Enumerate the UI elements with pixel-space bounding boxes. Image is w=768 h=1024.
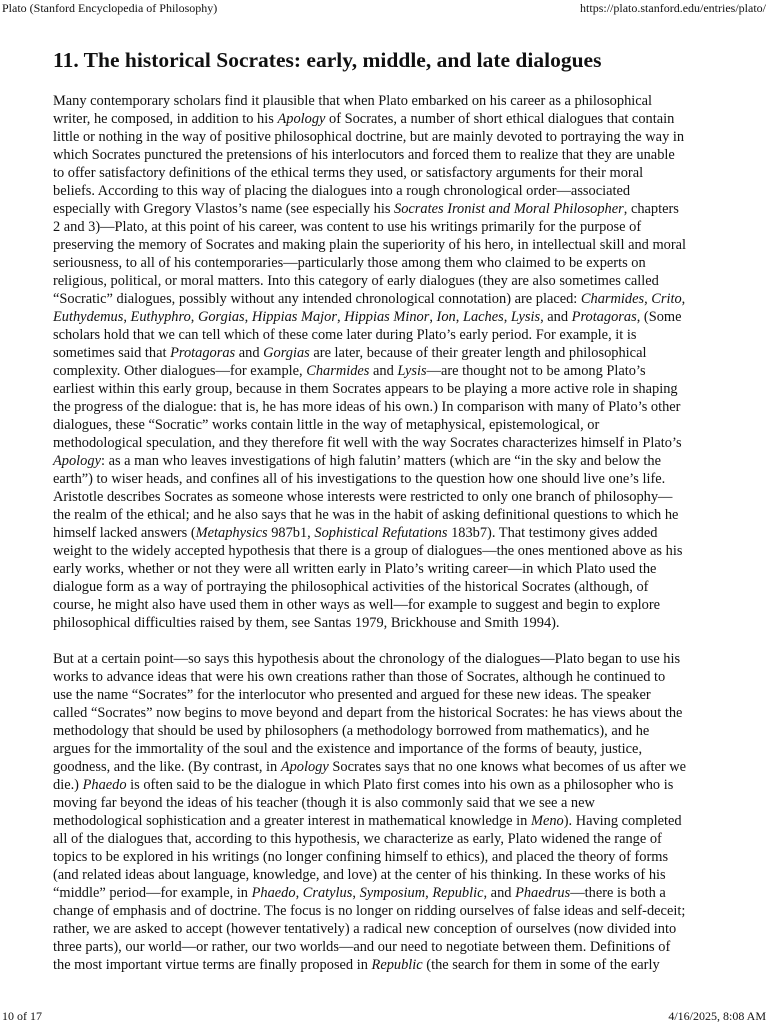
text-line: rather, we are asked to accept (however tentatively) a radical new conception of ourselves (now divided into <box>53 921 677 937</box>
text-line: Euthydemus, Euthyphro, Gorgias, Hippias Major, Hippias Minor, Ion, Laches, Lysis, and Protagoras, (Some <box>53 309 682 325</box>
text-line: seriousness, to all of his contemporaries—particularly those among them who claimed to be experts on <box>53 255 646 271</box>
paragraph-early-dialogues <box>53 92 715 632</box>
text-line: all of the dialogues that, according to this hypothesis, we characterize as early, Plato widened the range of <box>53 831 662 847</box>
text-line: methodological sophistication and a greater interest in mathematical knowledge in Meno). Having completed <box>53 813 682 829</box>
text-line: dialogues, these “Socratic” works contain little in the way of metaphysical, epistemological, or <box>53 417 600 433</box>
text-line: writer, he composed, in addition to his Apology of Socrates, a number of short ethical dialogues that contain <box>53 111 675 127</box>
text-line: Apology: as a man who leaves investigations of high falutin’ matters (which are “in the sky and below the <box>53 453 661 469</box>
text-line: little or nothing in the way of positive philosophical doctrine, but are mainly devoted to portraying the way in <box>53 129 685 145</box>
text-line: moving far beyond the ideas of his teacher (though it is also commonly said that we see a new <box>53 795 595 811</box>
text-line: called “Socrates” now begins to move beyond and depart from the historical Socrates: he has views about the <box>53 705 683 721</box>
text-line: methodology that should be used by philosophers (a methodology borrowed from mathematics), and he <box>53 723 650 739</box>
text-line: weight to the widely accepted hypothesis that there is a group of dialogues—the ones mentioned above as his <box>53 543 683 559</box>
text-line: early works, whether or not they were all written early in Plato’s writing career—in which Plato used the <box>53 561 657 577</box>
text-line: Many contemporary scholars find it plausible that when Plato embarked on his career as a philosophical <box>53 93 653 109</box>
text-line: methodological speculation, and they therefore fit well with the way Socrates characterizes himself in Plato’s <box>53 435 682 451</box>
text-line: 2 and 3)—Plato, at this point of his career, was content to use his writings primarily for the purpose of <box>53 219 642 235</box>
text-line: (and related ideas about language, knowledge, and love) at the center of his thinking. In these works of his <box>53 867 666 883</box>
text-line: religious, political, or moral matters. Into this category of early dialogues (they are also sometimes called <box>53 273 659 289</box>
text-line: beliefs. According to this way of placing the dialogues into a rough chronological order—associated <box>53 183 631 199</box>
text-line: dialogue form as a way of portraying the philosophical activities of the historical Socrates (although, of <box>53 579 649 595</box>
text-line: Aristotle describes Socrates as someone whose interests were restricted to only one branch of philosophy— <box>53 489 673 505</box>
print-footer-datetime: 4/16/2025, 8:08 AM <box>668 1009 766 1023</box>
text-line: “middle” period—for example, in Phaedo, Cratylus, Symposium, Republic, and Phaedrus—there is both a <box>53 885 666 901</box>
section-heading: 11. The historical Socrates: early, middle, and late dialogues <box>53 48 602 72</box>
text-line: argues for the immortality of the soul and the existence and importance of the forms of beauty, justice, <box>53 741 643 757</box>
print-header-url[interactable]: https://plato.stanford.edu/entries/plato/ <box>580 1 766 15</box>
text-line: the most important virtue terms are finally proposed in Republic (the search for them in some of the early <box>53 957 660 973</box>
text-line: topics to be explored in his writings (no longer confining himself to ethics), and placed the theory of forms <box>53 849 669 865</box>
text-line: use the name “Socrates” for the interlocutor who presented and argued for these new ideas. The speaker <box>53 687 651 703</box>
text-line: earth”) to wiser heads, and confines all of his investigations to the question how one should live one’s life. <box>53 471 666 487</box>
text-line: sometimes said that Protagoras and Gorgias are later, because of their greater length and philosophical <box>53 345 647 361</box>
text-line: the realm of the ethical; and he also says that he was in the habit of asking definitional questions to which he <box>53 507 679 523</box>
text-line: works to advance ideas that were his own creations rather than those of Socrates, although he continued to <box>53 669 666 685</box>
text-line: “Socratic” dialogues, possibly without any intended chronological connotation) are placed: Charmides, Crito, <box>53 291 686 307</box>
text-line: three parts), our world—or rather, our two worlds—and our need to negotiate between them. Definitions of <box>53 939 671 955</box>
text-line: himself lacked answers (Metaphysics 987b1, Sophistical Refutations 183b7). That testimony gives added <box>53 525 658 541</box>
text-line: goodness, and the like. (By contrast, in Apology Socrates says that no one knows what becomes of us after we <box>53 759 687 775</box>
text-line: to offer satisfactory definitions of the ethical terms they used, or satisfactory arguments for their moral <box>53 165 644 181</box>
text-line: scholars hold that we can tell which of these come later during Plato’s early period. For example, it is <box>53 327 637 343</box>
text-line: But at a certain point—so says this hypothesis about the chronology of the dialogues—Plato began to use his <box>53 651 681 667</box>
text-line: especially with Gregory Vlastos’s name (see especially his Socrates Ironist and Moral Philosopher, chapters <box>53 201 679 217</box>
print-footer-page: 10 of 17 <box>2 1009 42 1023</box>
text-line: earliest within this early group, because in them Socrates appears to be playing a more active role in shaping <box>53 381 678 397</box>
text-line: complexity. Other dialogues—for example, Charmides and Lysis—are thought not to be among Plato’s <box>53 363 646 379</box>
text-line: philosophical difficulties raised by them, see Santas 1979, Brickhouse and Smith 1994). <box>53 615 560 631</box>
text-line: the progress of the dialogue: that is, he has more ideas of his own.) In comparison with many of Plato’s other <box>53 399 681 415</box>
text-line: course, he might also have used them in other ways as well—for example to suggest and begin to explore <box>53 597 661 613</box>
print-header-title: Plato (Stanford Encyclopedia of Philosophy) <box>2 1 218 15</box>
text-line: preserving the memory of Socrates and making plain the superiority of his hero, in intellectual skill and moral <box>53 237 687 253</box>
text-line: change of emphasis and of doctrine. The focus is no longer on ridding ourselves of false ideas and self-deceit; <box>53 903 686 919</box>
paragraph-middle-dialogues <box>53 650 715 974</box>
text-line: which Socrates punctured the pretensions of his interlocutors and forced them to realize that they are unable <box>53 147 675 163</box>
article-content <box>53 44 715 974</box>
text-line: die.) Phaedo is often said to be the dialogue in which Plato first comes into his own as a philosopher who is <box>53 777 674 793</box>
